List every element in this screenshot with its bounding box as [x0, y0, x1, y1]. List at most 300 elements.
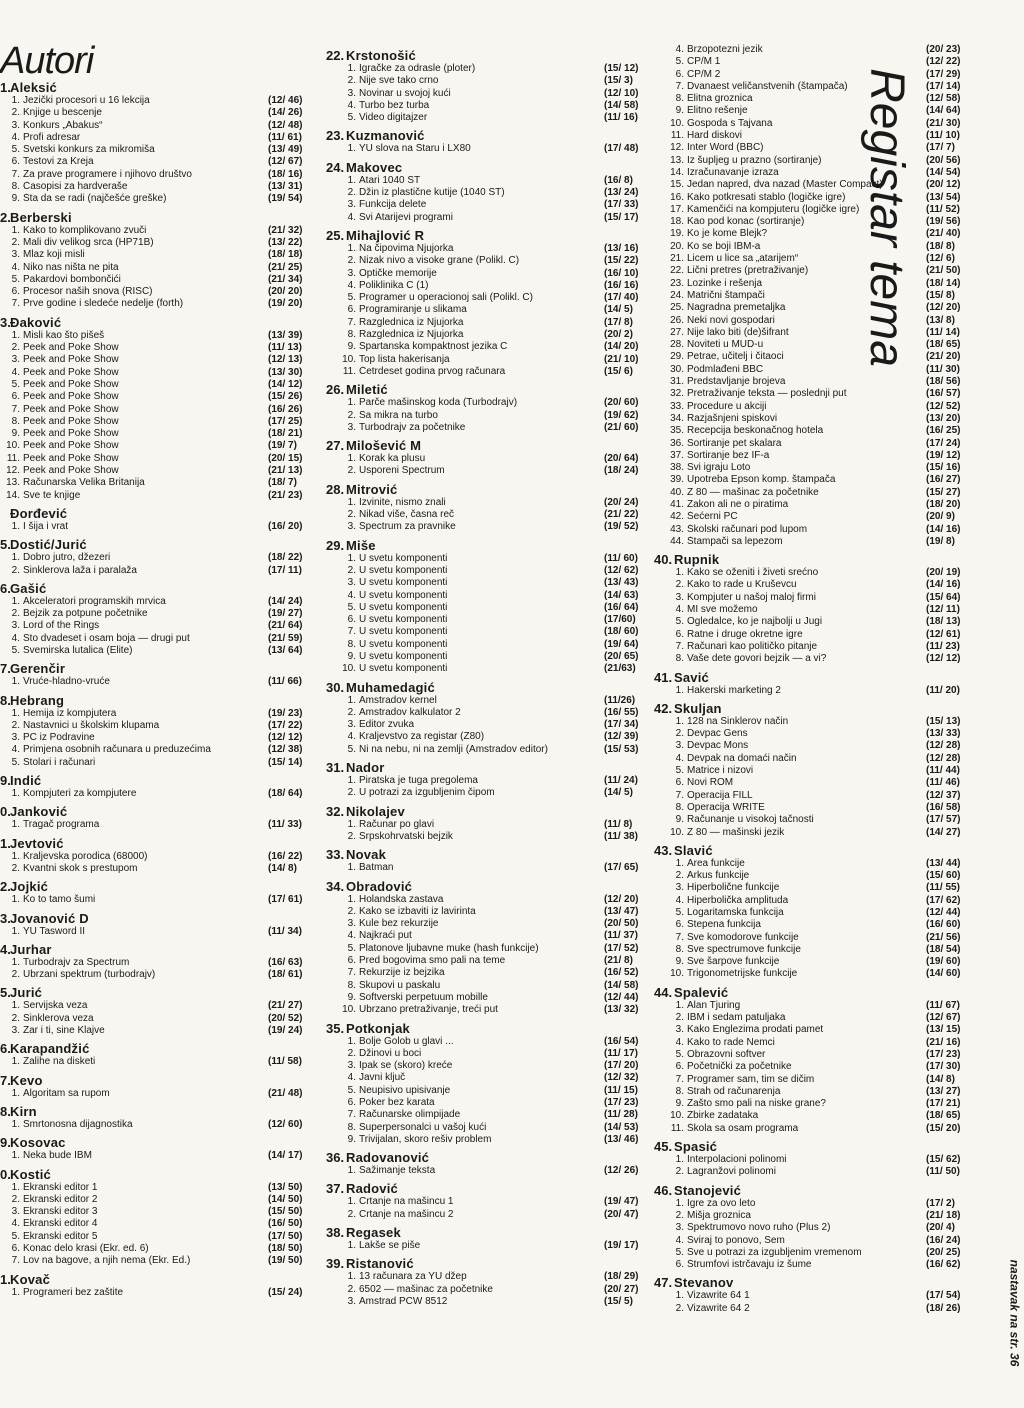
article-row — [326, 1284, 644, 1296]
article-title: Svetski konkurs za mikromiša — [23, 144, 155, 156]
article-row — [654, 1012, 966, 1024]
article-row — [654, 790, 966, 802]
author-number: 8. — [0, 1103, 11, 1119]
issue-page-ref: (12/ 11) — [926, 604, 960, 616]
author-entry — [0, 836, 308, 876]
article-number: 4. — [11, 1218, 20, 1230]
author-number: 34. — [326, 878, 345, 894]
author-name: Kuzmanović — [346, 128, 425, 144]
article-row — [0, 596, 308, 608]
issue-page-ref: (13/ 39) — [268, 329, 303, 341]
article-row — [326, 88, 644, 100]
article-row — [0, 391, 308, 403]
register-title: Registar tema — [860, 68, 914, 367]
article-title: Ubrzani spektrum (turbodrajv) — [23, 969, 156, 981]
author-name: Potkonjak — [346, 1020, 410, 1036]
article-row — [654, 1198, 966, 1210]
author-name: Nador — [346, 760, 385, 776]
article-row — [0, 1194, 308, 1206]
issue-page-ref: (17/ 21) — [926, 1098, 961, 1110]
article-row — [0, 367, 308, 379]
article-number: 14. — [6, 489, 20, 501]
issue-page-ref: (13/ 15) — [926, 1024, 961, 1036]
issue-page-ref: (17/ 20) — [604, 1060, 639, 1072]
article-title: U svetu komponenti — [359, 650, 448, 662]
article-title: Rekurzije iz bejzika — [359, 967, 445, 979]
article-title: Sažimanje teksta — [359, 1165, 436, 1177]
article-row — [0, 969, 308, 981]
article-number: 6. — [675, 1061, 684, 1073]
article-title: Ko se boji IBM-a — [687, 240, 761, 252]
article-title: Peek and Poke Show — [23, 391, 119, 403]
article-row — [654, 944, 966, 956]
issue-page-ref: (19/ 64) — [604, 638, 639, 650]
article-row — [0, 552, 308, 564]
article-number: 1. — [347, 552, 356, 564]
issue-page-ref: (12/ 48) — [268, 119, 303, 131]
article-number: 6. — [11, 391, 20, 403]
article-number: 6. — [675, 68, 684, 80]
author-name: Radovanović — [346, 1150, 430, 1166]
article-row — [326, 906, 644, 918]
article-title: Sortiranje bez IF-a — [687, 449, 770, 461]
issue-page-ref: (18/ 7) — [268, 477, 297, 489]
article-number: 3. — [347, 87, 356, 99]
issue-page-ref: (21/ 40) — [926, 228, 961, 240]
author-number: 29. — [326, 537, 345, 553]
author-entry — [654, 44, 966, 548]
issue-page-ref: (18/ 61) — [268, 969, 303, 981]
author-number: 32. — [326, 803, 345, 819]
article-row — [654, 364, 966, 376]
article-number: 31. — [670, 376, 684, 388]
issue-page-ref: (18/ 54) — [926, 943, 961, 955]
article-number: 7. — [347, 626, 356, 638]
article-title: Upotreba Epson komp. štampača — [687, 474, 836, 486]
article-number: 1. — [347, 818, 356, 830]
article-number: 25. — [670, 302, 684, 314]
article-number: 40. — [670, 486, 684, 498]
issue-page-ref: (12/ 62) — [604, 564, 639, 576]
issue-page-ref: (12/ 44) — [926, 907, 961, 918]
issue-page-ref: (21/ 48) — [268, 1087, 303, 1099]
author-entry — [326, 760, 644, 800]
article-number: 1. — [347, 1165, 356, 1177]
issue-page-ref: (12/ 67) — [268, 156, 303, 168]
article-title: Niko nas ništa ne pita — [23, 261, 119, 273]
article-title: Hard diskovi — [687, 130, 743, 142]
article-number: 5. — [675, 1246, 684, 1258]
article-number: 3. — [347, 1060, 356, 1072]
article-number: 11. — [342, 365, 356, 377]
article-title: Predstavljanje brojeva — [687, 376, 786, 388]
article-title: Sinklerova laža i paralaža — [23, 564, 137, 576]
article-row — [0, 428, 308, 440]
article-title: U svetu komponenti — [359, 601, 448, 613]
article-row — [326, 590, 644, 602]
article-title: Sve te knjige — [23, 489, 81, 501]
issue-page-ref: (19/ 54) — [268, 193, 303, 205]
article-number: 2. — [11, 342, 20, 354]
article-title: Bejzik za potpune početnike — [23, 608, 148, 620]
article-title: Ipak se (skoro) kreće — [359, 1060, 453, 1072]
article-number: 5. — [347, 112, 356, 124]
article-row — [326, 695, 644, 707]
article-row — [0, 120, 308, 132]
issue-page-ref: (17/ 22) — [268, 719, 303, 731]
article-row — [0, 354, 308, 366]
author-number: 0. — [0, 1166, 11, 1182]
issue-page-ref: (19/ 23) — [268, 707, 303, 719]
issue-page-ref: (16/ 64) — [604, 601, 639, 613]
article-row — [654, 1123, 966, 1135]
article-number: 8. — [675, 943, 684, 955]
article-row — [654, 265, 966, 277]
article-number: 1. — [675, 684, 684, 696]
article-title: Holandska zastava — [359, 893, 444, 905]
article-row — [654, 653, 966, 665]
article-row — [326, 422, 644, 434]
article-row — [326, 280, 644, 292]
article-row — [0, 1206, 308, 1218]
issue-page-ref: (13/ 20) — [926, 412, 961, 424]
article-title: Strah od računarenja — [687, 1085, 781, 1097]
article-row — [654, 290, 966, 302]
article-row — [654, 388, 966, 400]
issue-page-ref: (17/ 50) — [268, 1230, 303, 1242]
author-name: Dostić/Jurić — [10, 537, 87, 553]
issue-page-ref: (11/ 13) — [268, 342, 302, 354]
article-row — [326, 707, 644, 719]
article-title: Stolari i računari — [23, 756, 96, 768]
article-number: 27. — [670, 326, 684, 338]
issue-page-ref: (12/ 13) — [268, 354, 303, 366]
article-row — [326, 255, 644, 267]
issue-page-ref: (21/ 27) — [268, 1000, 303, 1012]
author-name: Stevanov — [674, 1275, 734, 1291]
article-row — [654, 1086, 966, 1098]
article-row — [654, 438, 966, 450]
issue-page-ref: (17/ 14) — [926, 80, 961, 92]
article-row — [0, 453, 308, 465]
author-number: 9. — [0, 773, 11, 789]
author-entry — [326, 804, 644, 844]
article-number: 2. — [11, 719, 20, 731]
article-title: Zbirke zadataka — [687, 1110, 759, 1122]
author-entry — [326, 680, 644, 756]
article-number: 2. — [11, 862, 20, 874]
issue-page-ref: (15/ 5) — [604, 1295, 633, 1307]
article-number: 2. — [347, 905, 356, 917]
issue-page-ref: (21/63) — [604, 663, 636, 675]
article-number: 6. — [11, 286, 20, 298]
author-number: 7. — [0, 661, 11, 677]
issue-page-ref: (20/ 65) — [604, 650, 639, 662]
article-number: 8. — [347, 638, 356, 650]
author-number: 40. — [654, 552, 673, 568]
article-number: 32. — [670, 388, 684, 400]
article-number: 3. — [347, 1295, 356, 1307]
issue-page-ref: (17/ 33) — [604, 199, 639, 211]
article-number: 34. — [670, 412, 684, 424]
author-heading — [326, 128, 644, 143]
article-row — [0, 608, 308, 620]
author-name: Kovač — [10, 1271, 51, 1287]
article-row — [326, 1134, 644, 1146]
article-number: 22. — [670, 265, 684, 277]
article-number: 35. — [670, 425, 684, 437]
article-number: 36. — [670, 437, 684, 449]
article-title: Hiperbolička amplituda — [687, 894, 789, 906]
article-number: 10. — [342, 1004, 356, 1016]
article-title: U svetu komponenti — [359, 589, 448, 601]
article-row — [0, 379, 308, 391]
article-title: Korak ka plusu — [359, 453, 426, 465]
issue-page-ref: (20/ 19) — [926, 567, 961, 579]
article-title: Kako to rade u Kruševcu — [687, 579, 797, 591]
article-row — [326, 918, 644, 930]
issue-page-ref: (11/ 17) — [604, 1047, 638, 1059]
article-title: Kako to rade Nemci — [687, 1036, 775, 1048]
article-title: Amstradov kernel — [359, 694, 437, 706]
article-row — [326, 397, 644, 409]
article-title: Nastavnici u školskim klupama — [23, 719, 160, 731]
article-number: 3. — [675, 882, 684, 894]
issue-page-ref: (18/ 18) — [268, 249, 303, 261]
article-title: Školski računari pod lupom — [687, 523, 808, 535]
article-title: Računari kao političko pitanje — [687, 640, 818, 652]
article-number: 11. — [670, 130, 684, 142]
issue-page-ref: (18/ 64) — [268, 788, 303, 800]
article-number: 1. — [11, 224, 20, 236]
author-entry — [0, 911, 308, 938]
article-number: 1. — [347, 453, 356, 465]
article-title: 128 na Sinklerov način — [687, 715, 789, 727]
issue-page-ref: (11/ 60) — [604, 552, 638, 564]
article-number: 3. — [347, 521, 356, 533]
article-number: 15. — [670, 179, 684, 191]
article-row — [326, 1072, 644, 1084]
issue-page-ref: (19/ 8) — [926, 535, 955, 547]
article-title: Operacija FILL — [687, 789, 753, 801]
article-row — [326, 1109, 644, 1121]
author-heading — [326, 680, 644, 695]
issue-page-ref: (11/ 50) — [926, 1166, 960, 1178]
article-row — [0, 1119, 308, 1131]
issue-page-ref: (21/ 59) — [268, 632, 303, 644]
article-title: Arkus funkcije — [687, 870, 750, 882]
article-title: U svetu komponenti — [359, 564, 448, 576]
index-column-2 — [326, 44, 644, 1308]
article-row — [654, 858, 966, 870]
article-number: 4. — [11, 366, 20, 378]
article-title: Elitna groznica — [687, 93, 753, 105]
author-name: Ristanović — [346, 1256, 414, 1272]
author-name: Miletić — [346, 382, 388, 398]
article-title: Poliklinika C (1) — [359, 279, 429, 291]
author-number: 3. — [0, 314, 11, 330]
article-row — [326, 553, 644, 565]
issue-page-ref: (11/ 8) — [604, 818, 633, 830]
issue-page-ref: (18/ 29) — [604, 1271, 639, 1283]
author-number: 43. — [654, 842, 673, 858]
article-title: Zašto smo pali na niske grane? — [687, 1098, 826, 1110]
article-row — [654, 216, 966, 228]
article-title: Izračunavanje izraza — [687, 166, 779, 178]
author-name: Kirn — [10, 1103, 37, 1119]
article-number: 2. — [347, 255, 356, 267]
author-name: Berberski — [10, 209, 72, 225]
issue-page-ref: (14/ 17) — [268, 1150, 303, 1162]
article-row — [326, 775, 644, 787]
author-number: 28. — [326, 481, 345, 497]
article-row — [0, 788, 308, 800]
article-number: 2. — [347, 564, 356, 576]
article-number: 44. — [670, 535, 684, 547]
article-title: Devpac Gens — [687, 728, 748, 740]
issue-page-ref: (16/ 22) — [268, 850, 303, 862]
article-row — [0, 1088, 308, 1100]
issue-page-ref: (12/ 28) — [926, 740, 961, 752]
author-name: Jurić — [10, 985, 43, 1001]
author-entry — [326, 847, 644, 874]
author-entry — [326, 482, 644, 534]
author-number: 1. — [0, 835, 11, 851]
issue-page-ref: (17/ 11) — [268, 564, 302, 576]
article-title: U svetu komponenti — [359, 638, 448, 650]
article-row — [654, 716, 966, 728]
article-title: Mali div velikog srca (HP71B) — [23, 236, 154, 248]
author-name: Jovanović D — [10, 910, 89, 926]
article-number: 10. — [6, 440, 20, 452]
author-number: 4. — [0, 941, 11, 957]
article-row — [654, 511, 966, 523]
article-title: Ekranski editor 2 — [23, 1193, 98, 1205]
author-entry — [0, 581, 308, 657]
issue-page-ref: (15/ 50) — [268, 1206, 303, 1218]
author-entry — [326, 128, 644, 155]
author-heading — [0, 693, 308, 708]
author-heading — [326, 847, 644, 862]
article-row — [0, 156, 308, 168]
article-title: Noviteti u MUD-u — [687, 339, 764, 351]
article-title: Pakardovi bombončići — [23, 273, 121, 285]
issue-page-ref: (12/ 22) — [926, 56, 961, 68]
author-heading — [654, 1139, 966, 1154]
article-title: Ni na nebu, ni na zemlji (Amstradov editor) — [359, 743, 548, 755]
author-entry — [326, 438, 644, 478]
issue-page-ref: (17/ 2) — [926, 1197, 955, 1209]
issue-page-ref: (15/ 6) — [604, 365, 633, 377]
article-row — [326, 75, 644, 87]
issue-page-ref: (12/ 60) — [268, 1118, 303, 1130]
article-title: Šta da se radi (najčešće greške) — [23, 193, 167, 205]
article-row — [326, 329, 644, 341]
article-title: Vizawrite 64 2 — [687, 1302, 750, 1314]
article-row — [654, 1074, 966, 1086]
article-row — [654, 1210, 966, 1222]
article-row — [0, 1255, 308, 1267]
author-name: Gerenčir — [10, 661, 66, 677]
author-entry — [0, 210, 308, 311]
article-number: 33. — [670, 400, 684, 412]
article-row — [326, 304, 644, 316]
article-number: 1. — [347, 397, 356, 409]
author-name: Kevo — [10, 1072, 43, 1088]
article-title: Lov na bagove, a njih nema (Ekr. Ed.) — [23, 1255, 191, 1267]
article-number: 8. — [675, 801, 684, 813]
author-entry — [654, 1275, 966, 1315]
article-row — [326, 967, 644, 979]
article-number: 12. — [670, 142, 684, 154]
article-title: Batman — [359, 862, 394, 874]
author-name: Đorđević — [10, 505, 68, 521]
author-entry — [0, 80, 308, 206]
issue-page-ref: (12/ 61) — [926, 628, 961, 640]
issue-page-ref: (18/ 8) — [926, 240, 955, 252]
issue-page-ref: (20/ 2) — [604, 329, 633, 341]
article-number: 2. — [675, 728, 684, 740]
article-title: Sa mikra na turbo — [359, 409, 438, 421]
author-entry — [654, 843, 966, 981]
article-row — [0, 342, 308, 354]
author-entry — [326, 1256, 644, 1308]
issue-page-ref: (16/ 58) — [926, 801, 961, 813]
article-row — [326, 187, 644, 199]
author-name: Skuljan — [674, 700, 722, 716]
article-number: 10. — [670, 117, 684, 129]
article-row — [654, 604, 966, 616]
article-number: 3. — [675, 591, 684, 603]
article-row — [326, 1122, 644, 1134]
author-entry — [326, 382, 644, 434]
article-number: 4. — [675, 44, 684, 55]
article-row — [326, 565, 644, 577]
article-row — [326, 1097, 644, 1109]
issue-page-ref: (16/ 10) — [604, 267, 639, 279]
article-title: Štampači sa lepezom — [687, 535, 783, 547]
issue-page-ref: (12/ 12) — [268, 732, 303, 744]
author-number: 6. — [0, 1041, 11, 1057]
article-row — [0, 181, 308, 193]
article-number: 7. — [11, 298, 20, 310]
article-row — [0, 262, 308, 274]
article-title: Novi ROM — [687, 777, 734, 789]
article-title: Izvinite, nismo znali — [359, 496, 446, 508]
article-row — [0, 193, 308, 205]
author-name: Jojkić — [10, 879, 49, 895]
article-row — [0, 926, 308, 938]
article-row — [654, 907, 966, 919]
article-title: Dvanaest veličanstvenih (štampača) — [687, 80, 848, 92]
article-title: Primjena osobnih računara u preduzećima — [23, 744, 211, 756]
article-title: Kamenčići na kompjuteru (logičke igre) — [687, 203, 860, 215]
article-number: 26. — [670, 314, 684, 326]
article-row — [326, 663, 644, 675]
issue-page-ref: (17/60) — [604, 614, 636, 626]
article-title: Nije sve tako crno — [359, 75, 439, 87]
article-row — [326, 212, 644, 224]
issue-page-ref: (13/ 43) — [604, 577, 639, 589]
article-title: Top lista hakerisanja — [359, 353, 450, 365]
article-row — [654, 629, 966, 641]
issue-page-ref: (16/ 57) — [926, 388, 961, 400]
author-name: Spalević — [674, 984, 729, 1000]
article-number: 7. — [347, 316, 356, 328]
issue-page-ref: (19/ 24) — [268, 1025, 303, 1037]
author-number: 33. — [326, 847, 345, 863]
article-number: 3. — [11, 354, 20, 366]
